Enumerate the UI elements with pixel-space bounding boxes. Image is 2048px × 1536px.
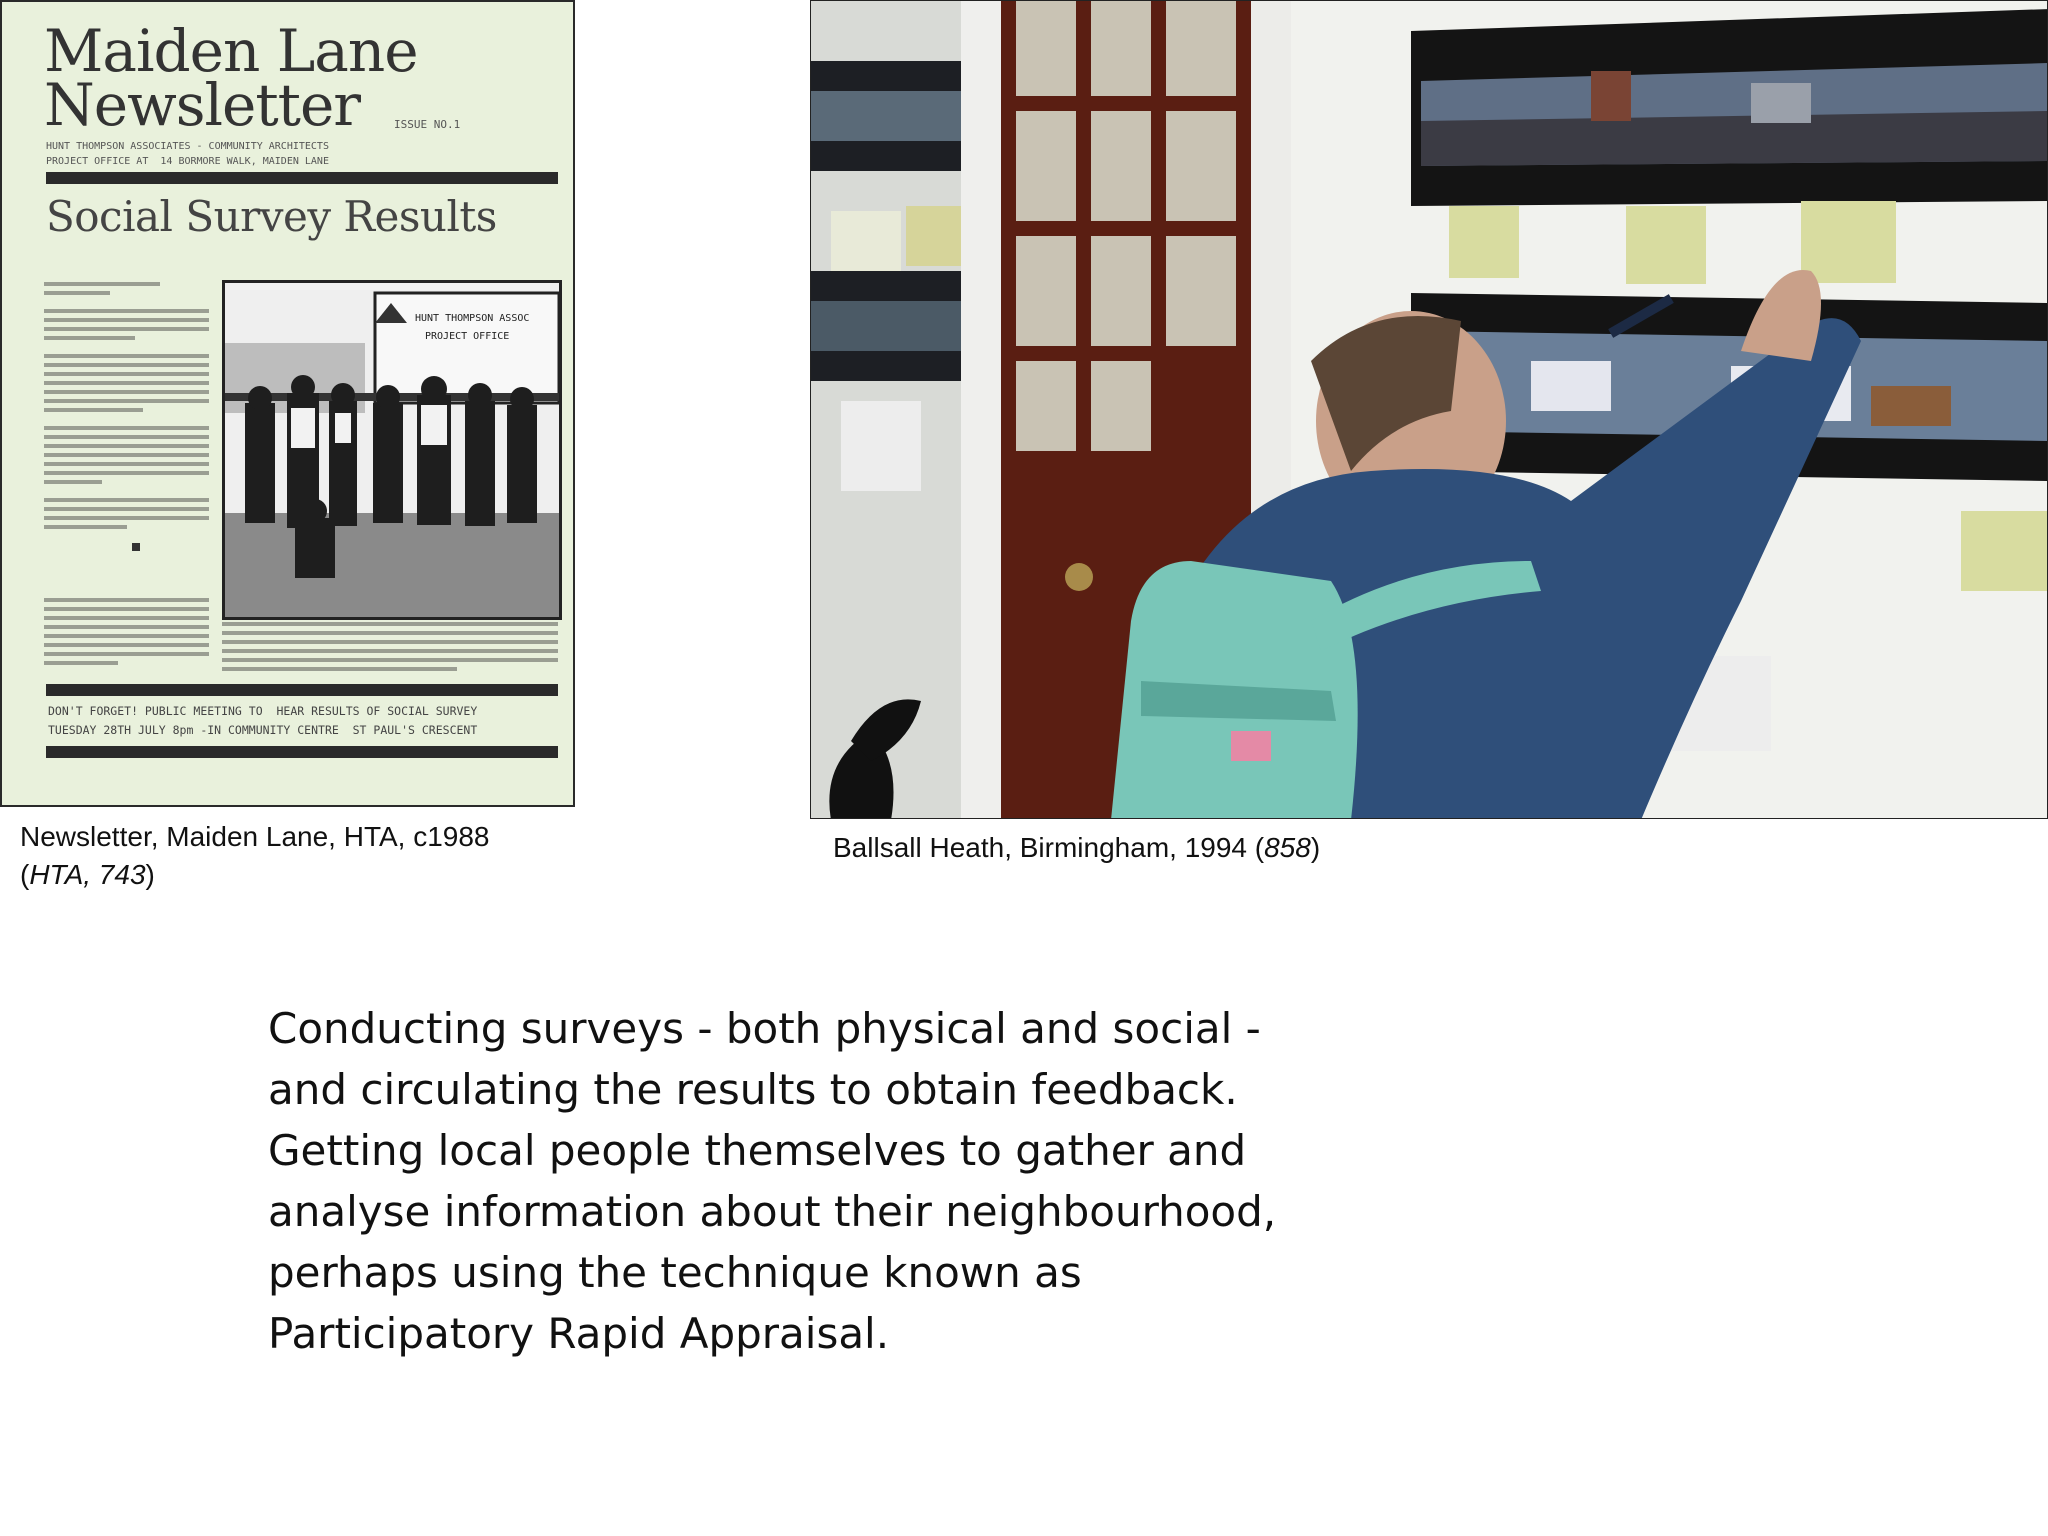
newsletter-headline: Social Survey Results — [46, 192, 497, 241]
masthead-line-2: Newsletter — [44, 71, 361, 139]
issue-number: ISSUE NO.1 — [394, 118, 461, 131]
photo-caption-close: ) — [1310, 832, 1321, 863]
close-paren: ) — [145, 859, 155, 890]
photo-caption-text: Ballsall Heath, Birmingham, 1994 ( — [833, 832, 1265, 863]
article-text-column — [44, 282, 209, 551]
body-paragraph: Conducting surveys - both physical and social - and circulating the results to obtain feedback. Getting local people themselves to gather and analyse information about their neighbourhood, perhaps using the technique known as Participatory Rapid Appraisal. — [268, 1004, 1277, 1358]
photo-caption — [833, 829, 1533, 867]
ballsall-heath-photo — [810, 0, 2048, 819]
masthead-line-1: Maiden Lane — [44, 17, 418, 85]
newsletter-archive-ref: HTA, 743 — [29, 859, 146, 890]
subtitle-line-2: PROJECT OFFICE AT 14 BORMORE WALK, MAIDEN LANE — [46, 156, 329, 167]
newsletter-caption — [20, 818, 580, 894]
footer-bar-top — [46, 684, 558, 696]
open-paren: ( — [20, 859, 30, 890]
office-sign-line-2: PROJECT OFFICE — [425, 331, 510, 342]
photo-archive-ref: 858 — [1264, 832, 1311, 863]
newsletter-masthead — [44, 17, 418, 139]
newsletter-subtitle — [46, 139, 329, 169]
newsletter-caption-line-1: Newsletter, Maiden Lane, HTA, c1988 — [20, 821, 490, 852]
footer-line-1: DON'T FORGET! PUBLIC MEETING TO HEAR RESULTS OF SOCIAL SURVEY — [48, 704, 478, 718]
divider-bar — [46, 172, 558, 184]
office-sign-line-1: HUNT THOMPSON ASSOC — [415, 313, 530, 324]
newsletter-caption-line-2 — [20, 856, 580, 894]
subtitle-line-1: HUNT THOMPSON ASSOCIATES - COMMUNITY ARCHITECTS — [46, 141, 329, 152]
photo-caption-text — [222, 622, 558, 676]
footer-line-2: TUESDAY 28TH JULY 8pm -IN COMMUNITY CENTRE ST PAUL'S CRESCENT — [48, 723, 478, 737]
newsletter-footer — [48, 702, 477, 740]
footer-bar-bottom — [46, 746, 558, 758]
aside-text — [44, 598, 209, 670]
newsletter-image — [0, 0, 575, 807]
newsletter-group-photo — [222, 280, 562, 620]
